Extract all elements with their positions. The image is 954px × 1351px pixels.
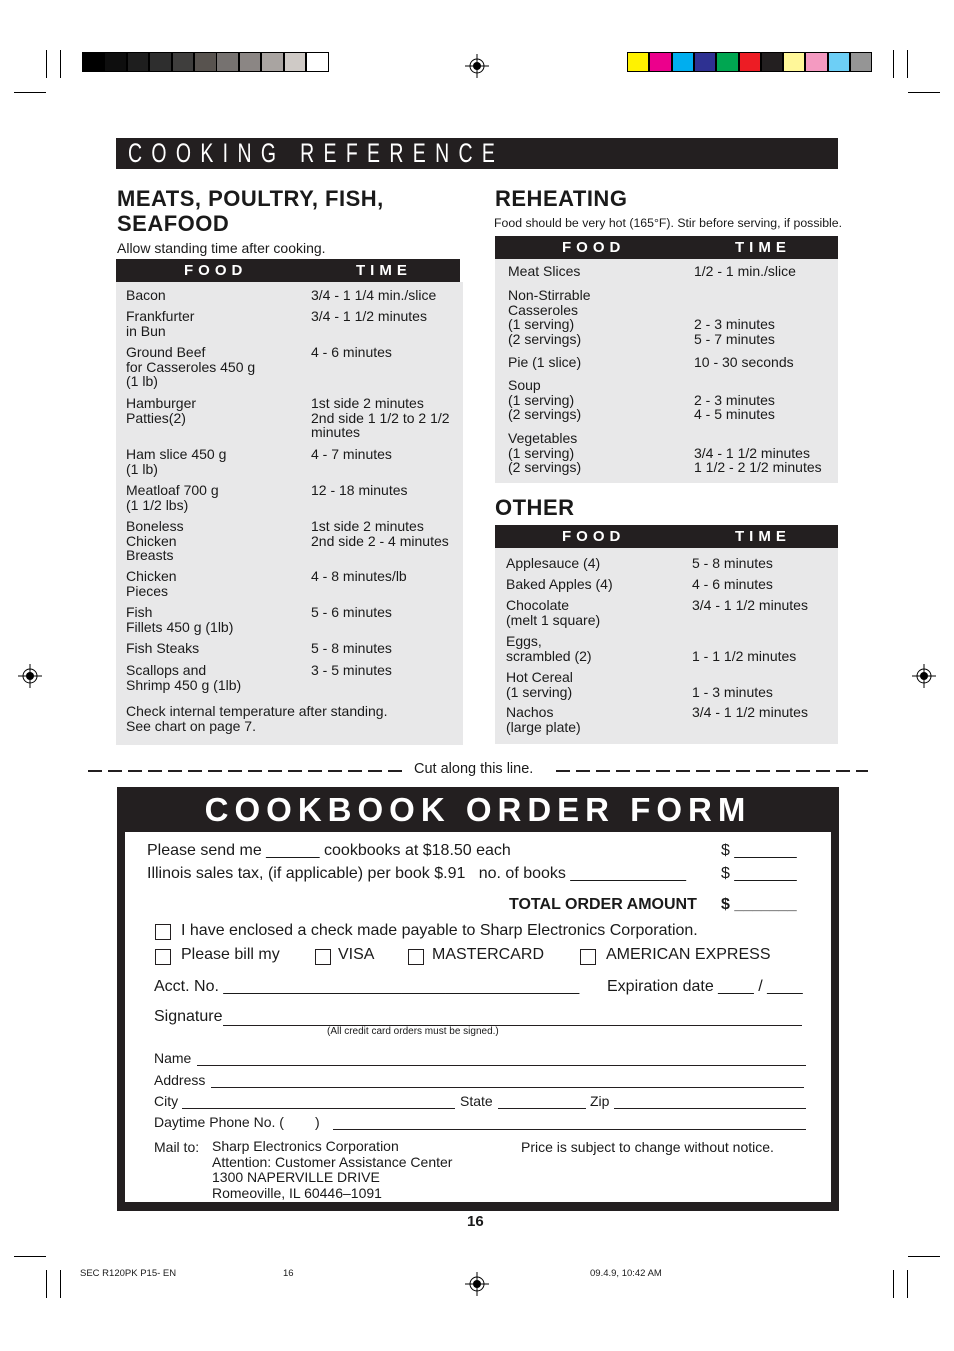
color-swatch xyxy=(850,52,872,72)
meats-food-cell: Chicken Pieces xyxy=(126,568,177,599)
color-swatch xyxy=(672,52,694,72)
reheating-food-cell: Meat Slices xyxy=(508,263,581,279)
footer-file-name: SEC R120PK P15- EN xyxy=(80,1268,177,1279)
order-subtotal-field[interactable]: $ _______ xyxy=(721,842,797,859)
meats-time-cell: 5 - 6 minutes xyxy=(311,604,392,620)
gray-swatch xyxy=(127,52,150,72)
color-swatch xyxy=(805,52,827,72)
cut-line-right xyxy=(556,770,868,772)
order-form-title: COOKBOOK ORDER FORM xyxy=(204,791,752,828)
page-title: COOKING REFERENCE xyxy=(128,138,505,168)
other-food-cell: Nachos (large plate) xyxy=(506,704,581,735)
meats-food-cell: Boneless Chicken Breasts xyxy=(126,518,184,564)
crop-mark xyxy=(60,50,61,78)
account-number-field[interactable]: Acct. No. ________________________________________ xyxy=(154,978,580,995)
gray-swatch xyxy=(104,52,127,72)
address-label: Address xyxy=(154,1072,206,1088)
cut-line-left xyxy=(88,770,404,772)
other-time-cell: 1 - 1 1/2 minutes xyxy=(692,647,797,664)
meats-food-cell: Bacon xyxy=(126,287,166,303)
price-note: Price is subject to change without notice. xyxy=(521,1139,774,1155)
gray-swatch xyxy=(306,52,329,72)
order-form-body xyxy=(125,832,831,1202)
phone-field[interactable] xyxy=(333,1129,806,1130)
page-title-banner xyxy=(116,138,838,169)
mail-to-address: Sharp Electronics Corporation Attention: Customer Assistance Center 1300 NAPERVILLE DRIVE Romeoville, IL 60446–1091 xyxy=(212,1138,453,1201)
meats-time-cell: 3/4 - 1 1/2 minutes xyxy=(311,308,427,324)
zip-field[interactable] xyxy=(614,1108,806,1109)
visa-label: VISA xyxy=(338,946,375,963)
meats-food-cell: Meatloaf 700 g (1 1/2 lbs) xyxy=(126,482,219,513)
amex-checkbox[interactable] xyxy=(580,949,596,965)
meats-time-cell: 4 - 8 minutes/lb xyxy=(311,568,407,584)
signature-label: Signature xyxy=(154,1008,223,1025)
meats-food-cell: Frankfurter in Bun xyxy=(126,308,195,339)
meats-time-cell: 4 - 6 minutes xyxy=(311,344,392,360)
other-col-food: FOOD xyxy=(562,528,626,545)
color-swatch xyxy=(739,52,761,72)
address-field[interactable] xyxy=(211,1087,804,1088)
state-label: State xyxy=(460,1093,493,1109)
reheating-heading: REHEATING xyxy=(495,186,628,211)
other-time-cell: 3/4 - 1 1/2 minutes xyxy=(692,597,808,613)
other-time-cell: 3/4 - 1 1/2 minutes xyxy=(692,704,808,720)
crop-mark xyxy=(893,50,894,78)
crop-mark xyxy=(907,1270,908,1298)
amex-label: AMERICAN EXPRESS xyxy=(606,946,771,963)
check-enclosed-label: I have enclosed a check made payable to Sharp Electronics Corporation. xyxy=(181,922,698,939)
other-time-cell: 4 - 6 minutes xyxy=(692,576,773,592)
order-total-field[interactable]: $ _______ xyxy=(721,896,797,913)
expiration-date-field[interactable]: Expiration date ____ / ____ xyxy=(607,978,803,995)
reheating-table-header xyxy=(495,236,838,259)
crop-mark xyxy=(907,50,908,78)
bill-my-label: Please bill my xyxy=(181,946,280,963)
name-label: Name xyxy=(154,1050,192,1066)
gray-swatch xyxy=(216,52,239,72)
meats-table-header xyxy=(116,259,460,282)
reheating-time-cell: 10 - 30 seconds xyxy=(694,354,794,370)
footer-page: 16 xyxy=(283,1268,294,1279)
footer-date: 09.4.9, 10:42 AM xyxy=(590,1268,662,1279)
color-swatch xyxy=(649,52,671,72)
reheating-time-cell: 1/2 - 1 min./slice xyxy=(694,263,796,279)
signature-field[interactable] xyxy=(223,1025,802,1026)
reheating-food-cell: Non-Stirrable Casseroles (1 serving) (2 servings) xyxy=(508,287,591,347)
meats-food-cell: Scallops and Shrimp 450 g (1lb) xyxy=(126,662,242,693)
meats-food-cell: Fish Fillets 450 g (1lb) xyxy=(126,604,234,635)
city-label: City xyxy=(154,1093,179,1109)
cut-line-label: Cut along this line. xyxy=(414,761,534,777)
registration-mark-icon xyxy=(912,664,936,688)
meats-heading xyxy=(117,186,384,236)
other-food-cell: Baked Apples (4) xyxy=(506,576,613,592)
reheating-food-cell: Vegetables (1 serving) (2 servings) xyxy=(508,430,582,476)
gray-swatch xyxy=(284,52,307,72)
zip-label: Zip xyxy=(590,1093,610,1109)
order-tax-field[interactable]: $ _______ xyxy=(721,865,797,882)
crop-mark xyxy=(908,1256,940,1257)
other-heading: OTHER xyxy=(495,495,575,520)
city-field[interactable] xyxy=(182,1108,455,1109)
meats-time-cell: 1st side 2 minutes 2nd side 1 1/2 to 2 1/2 minutes xyxy=(311,395,450,441)
meats-col-food: FOOD xyxy=(184,262,248,279)
other-food-cell: Hot Cereal (1 serving) xyxy=(506,669,573,700)
other-col-time: TIME xyxy=(735,528,791,545)
crop-mark xyxy=(893,1270,894,1298)
meats-food-cell: Hamburger Patties(2) xyxy=(126,395,197,426)
reheating-col-food: FOOD xyxy=(562,239,626,256)
order-tax-line: Illinois sales tax, (if applicable) per book $.91 no. of books _____________ xyxy=(147,865,687,882)
reheating-note: Food should be very hot (165°F). Stir before serving, if possible. xyxy=(494,216,843,230)
reheating-col-time: TIME xyxy=(735,239,791,256)
mastercard-label: MASTERCARD xyxy=(432,946,545,963)
registration-mark-icon xyxy=(465,1272,489,1296)
crop-mark xyxy=(46,1270,47,1298)
meats-time-cell: 3/4 - 1 1/4 min./slice xyxy=(311,287,437,303)
reheating-time-cell: 3/4 - 1 1/2 minutes 1 1/2 - 2 1/2 minutes xyxy=(694,444,822,476)
page-number: 16 xyxy=(467,1213,484,1230)
order-total-label: TOTAL ORDER AMOUNT xyxy=(509,896,697,913)
meats-time-cell: 12 - 18 minutes xyxy=(311,482,408,498)
crop-mark xyxy=(60,1270,61,1298)
registration-mark-icon xyxy=(465,54,489,78)
color-swatch xyxy=(761,52,783,72)
crop-mark xyxy=(14,1256,46,1257)
gray-swatch xyxy=(261,52,284,72)
reheating-food-cell: Soup (1 serving) (2 servings) xyxy=(508,377,582,423)
meats-heading-line1: MEATS, POULTRY, FISH, xyxy=(117,186,384,211)
registration-mark-icon xyxy=(18,664,42,688)
meats-time-cell: 3 - 5 minutes xyxy=(311,662,392,678)
other-table-header xyxy=(495,525,838,548)
gray-swatch xyxy=(172,52,195,72)
meats-footnote: Check internal temperature after standing. See chart on page 7. xyxy=(126,703,388,734)
meats-time-cell: 4 - 7 minutes xyxy=(311,446,392,462)
meats-note: Allow standing time after cooking. xyxy=(117,240,326,256)
gray-swatch xyxy=(239,52,262,72)
state-field[interactable] xyxy=(498,1108,586,1109)
crop-mark xyxy=(46,50,47,78)
check-enclosed-checkbox[interactable] xyxy=(155,924,171,940)
meats-col-time: TIME xyxy=(356,262,412,279)
crop-mark xyxy=(14,92,46,93)
reheating-time-cell: 2 - 3 minutes 4 - 5 minutes xyxy=(694,391,775,423)
meats-heading-line2: SEAFOOD xyxy=(117,211,230,236)
color-swatch xyxy=(828,52,850,72)
other-time-cell: 5 - 8 minutes xyxy=(692,555,773,571)
meats-time-cell: 5 - 8 minutes xyxy=(311,640,392,656)
visa-checkbox[interactable] xyxy=(315,949,331,965)
other-food-cell: Eggs, scrambled (2) xyxy=(506,633,592,664)
gray-swatch xyxy=(82,52,105,72)
order-quantity-line: Please send me ______ cookbooks at $18.50 each xyxy=(147,842,511,859)
meats-food-cell: Ground Beef for Casseroles 450 g (1 lb) xyxy=(126,344,256,390)
bill-my-checkbox[interactable] xyxy=(155,949,171,965)
phone-label: Daytime Phone No. ( ) xyxy=(154,1114,320,1130)
meats-food-cell: Ham slice 450 g (1 lb) xyxy=(126,446,227,477)
color-swatch xyxy=(694,52,716,72)
meats-food-cell: Fish Steaks xyxy=(126,640,200,656)
reheating-time-cell: 2 - 3 minutes 5 - 7 minutes xyxy=(694,316,775,347)
color-swatch xyxy=(716,52,738,72)
signature-note: (All credit card orders must be signed.) xyxy=(327,1026,499,1037)
cookbook-order-form xyxy=(117,787,839,1211)
meats-time-cell: 1st side 2 minutes 2nd side 2 - 4 minutes xyxy=(311,518,449,549)
mastercard-checkbox[interactable] xyxy=(408,949,424,965)
crop-mark xyxy=(908,92,940,93)
mail-to-label: Mail to: xyxy=(154,1139,200,1155)
gray-swatch xyxy=(194,52,217,72)
reheating-food-cell: Pie (1 slice) xyxy=(508,354,582,370)
gray-swatch xyxy=(149,52,172,72)
other-food-cell: Chocolate (melt 1 square) xyxy=(506,597,601,628)
other-food-cell: Applesauce (4) xyxy=(506,555,601,571)
name-field[interactable] xyxy=(197,1065,806,1066)
other-time-cell: 1 - 3 minutes xyxy=(692,683,773,700)
color-swatch xyxy=(783,52,805,72)
color-swatch xyxy=(627,52,649,72)
